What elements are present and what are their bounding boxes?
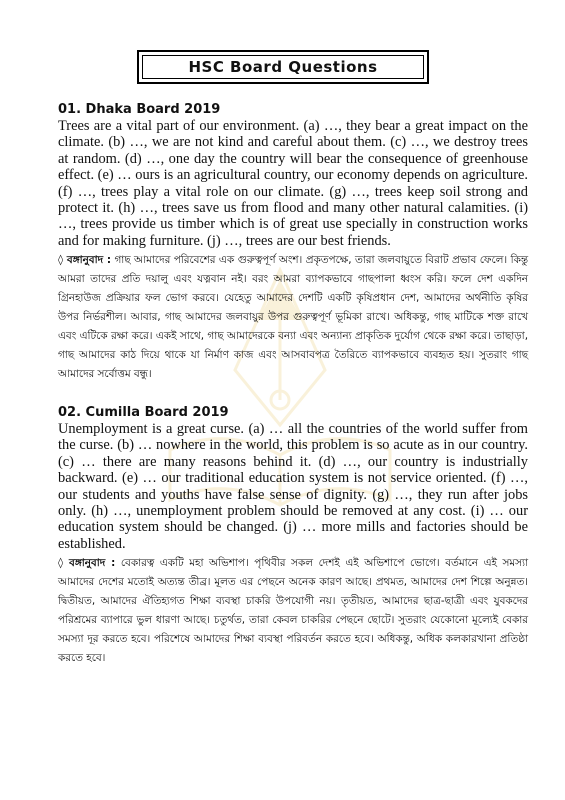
section-heading: 01. Dhaka Board 2019	[58, 102, 221, 117]
section-heading: 02. Cumilla Board 2019	[58, 405, 229, 420]
translation-label: ◊ বঙ্গানুবাদ :	[58, 557, 116, 570]
bangla-translation	[58, 554, 528, 668]
translation-text: বেকারত্ব একটি মহা অভিশাপ। পৃথিবীর সকল দেশই এই অভিশাপে ভোগে। বর্তমানে এই সমস্যা আমাদের দেশের মতোই অত্যন্ত তীব্র। মূলত এর পেছনে অনেক কারণ আছে। প্রথমত, আমাদের দেশ শিল্পে অনুন্নত। দ্বিতীয়ত, আমাদের ঐতিহ্যগত শিক্ষা ব্যবস্থা চাকরি উপযোগী নয়। তৃতীয়ত, আমাদের ছাত্র-ছাত্রী এবং যুবকদের পরিশ্রমের ব্যাপারে ভুল ধারণা আছে। চতুর্থত, তারা কেবল চাকরির পেছনে ছোটে। সুতরাং যেকোনো মূল্যেই বেকার সমস্যা দূর করতে হবে। পরিশেষে আমাদের শিক্ষা ব্যবস্থা পরিবর্তন করতে হবে। অধিকন্তু, অধিক কলকারখানা প্রতিষ্ঠা করতে হবে।	[58, 557, 528, 665]
page-title: HSC Board Questions	[142, 55, 424, 79]
english-passage: Unemployment is a great curse. (a) … all the countries of the world suffer from the curse. (b) … nowhere in the world, this problem is so acute as in our country. (c) … there are many reasons behind it. (d) …, our country is industrially backward. (e) … our traditional education system is not service oriented. (f) …, our students and youths have false sense of dignity. (g) …, they run after jobs only. (h) …, unemployment problem should be removed at any cost. (i) … our education system should be changed. (j) … more mills and factories should be established.	[58, 421, 528, 552]
bangla-translation	[58, 251, 528, 384]
question-section-dhaka	[58, 102, 528, 384]
page-title-box	[137, 50, 429, 84]
question-section-cumilla	[58, 405, 528, 668]
translation-label: ◊ বঙ্গানুবাদ :	[58, 254, 111, 267]
english-passage: Trees are a vital part of our environment. (a) …, they bear a great impact on the climate. (b) …, we are not kind and careful about them. (c) …, we destroy trees at random. (d) …, one day the country will bear the consequence of greenhouse effect. (e) … ours is an agricultural country, our economy depends on agriculture. (f) …, trees play a vital role on our climate. (g) …, trees keep soil strong and protect it. (h) …, trees save us from flood and many other natural calamities. (i) …, trees provide us timber which is of great use specially in construction works and for making furniture. (j) …, trees are our best friends.	[58, 118, 528, 249]
translation-text: গাছ আমাদের পরিবেশের এক গুরুত্বপূর্ণ অংশ। প্রকৃতপক্ষে, তারা জলবায়ুতে বিরাট প্রভাব ফেলে। কিন্তু আমরা তাদের প্রতি দয়ালু এবং যত্নবান নই। বরং আমরা ব্যাপকভাবে গাছপালা ধ্বংস করি। ফলে দেশ একদিন গ্রিনহাউজ প্রক্রিয়ার ফল ভোগ করবে। যেহেতু আমাদের দেশটি একটি কৃষিপ্রধান দেশ, আমাদের অর্থনীতি কৃষির উপর নির্ভরশীল। আবার, গাছ আমাদের জলবায়ুর উপর গুরুত্বপূর্ণ ভূমিকা রাখে। অধিকন্তু, গাছ মাটিকে শক্ত রাখে এবং এটিকে রক্ষা করে। একই সাথে, গাছ আমাদেরকে বন্যা এবং অন্যান্য প্রাকৃতিক দুর্যোগ থেকে রক্ষা করে। তাছাড়া, গাছ আমাদের কাঠ দিয়ে থাকে যা নির্মাণ কাজ এবং আসবাবপত্র তৈরিতে ব্যাপকভাবে ব্যবহৃত হয়। সুতরাং গাছ আমাদের সর্বোত্তম বন্ধু।	[58, 254, 528, 381]
